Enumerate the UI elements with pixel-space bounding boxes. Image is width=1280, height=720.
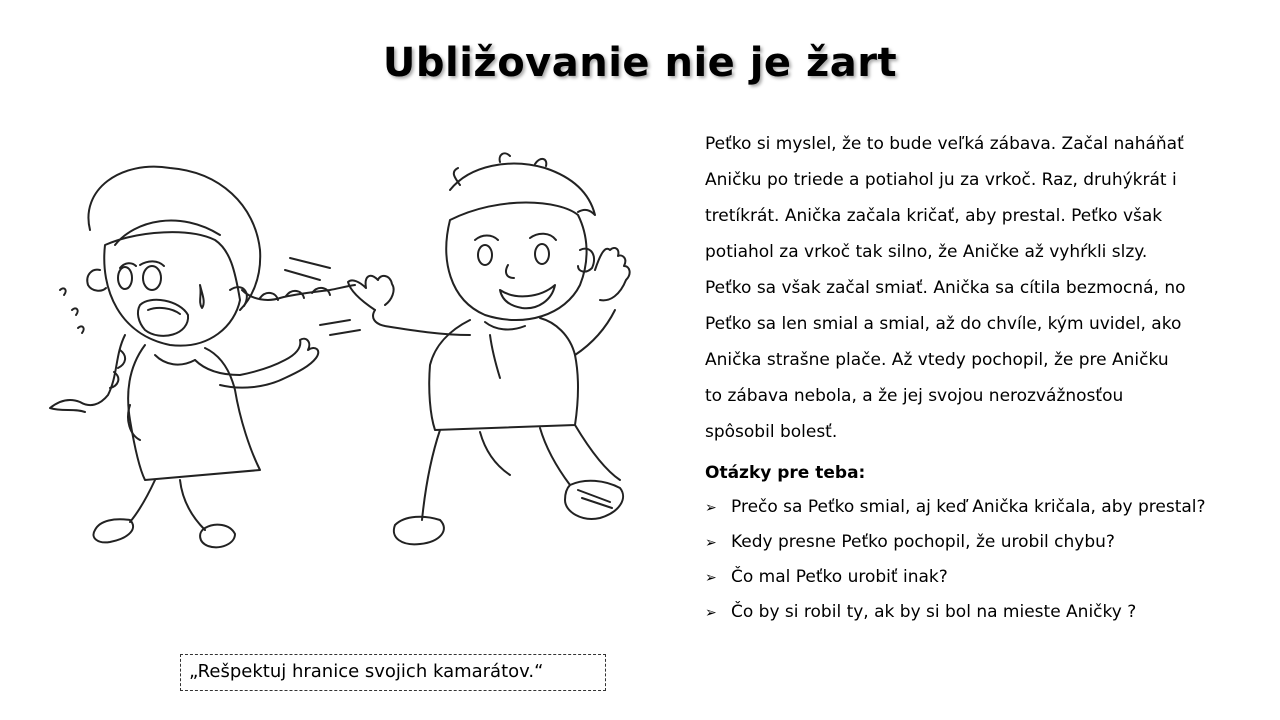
question-text: Prečo sa Peťko smial, aj keď Anička kričala, aby prestal? xyxy=(731,497,1206,517)
story-line: Anička strašne plače. Až vtedy pochopil, že pre Aničku xyxy=(705,350,1169,370)
question-text: Kedy presne Peťko pochopil, že urobil chybu? xyxy=(731,532,1115,552)
boy-grab-hand xyxy=(348,276,394,310)
story-line: spôsobil bolesť. xyxy=(705,422,838,442)
question-item xyxy=(705,525,1265,560)
story-line: to zábava nebola, a že jej svojou nerozvážnosťou xyxy=(705,386,1124,406)
boy-legs xyxy=(422,425,620,520)
story-text xyxy=(705,126,1245,450)
question-item xyxy=(705,490,1265,525)
boy-raised-hand xyxy=(595,248,630,300)
motto-box: „Rešpektuj hranice svojich kamarátov.“ xyxy=(180,654,606,691)
arrow-bullet-icon: ➢ xyxy=(705,570,717,586)
children-illustration xyxy=(30,150,650,590)
girl-braid-left xyxy=(50,335,125,412)
arrow-bullet-icon: ➢ xyxy=(705,605,717,621)
page-title: Ubližovanie nie je žart xyxy=(382,40,898,86)
arrow-bullet-icon: ➢ xyxy=(705,500,717,516)
questions-section xyxy=(705,456,1265,630)
boy-mouth xyxy=(500,285,555,308)
question-text: Čo mal Peťko urobiť inak? xyxy=(731,567,948,587)
story-line: Peťko si myslel, že to bude veľká zábava. Začal naháňať xyxy=(705,134,1184,154)
question-item xyxy=(705,560,1265,595)
story-line: tretíkrát. Anička začala kričať, aby prestal. Peťko však xyxy=(705,206,1163,226)
coloring-drawing xyxy=(30,150,650,590)
girl-mouth xyxy=(138,300,188,336)
question-item xyxy=(705,595,1265,630)
story-line: potiahol za vrkoč tak silno, že Aničke až vyhŕkli slzy. xyxy=(705,242,1148,262)
boy-hair xyxy=(450,164,595,215)
question-text: Čo by si robil ty, ak by si bol na mieste Aničky ? xyxy=(731,602,1137,622)
boy-face xyxy=(446,203,586,321)
story-line: Peťko sa však začal smiať. Anička sa cítila bezmocná, no xyxy=(705,278,1186,298)
story-line: Aničku po triede a potiahol ju za vrkoč. Raz, druhýkrát i xyxy=(705,170,1177,190)
questions-heading: Otázky pre teba: xyxy=(705,463,866,483)
arrow-bullet-icon: ➢ xyxy=(705,535,717,551)
story-line: Peťko sa len smial a smial, až do chvíle, kým uvidel, ako xyxy=(705,314,1182,334)
girl-body xyxy=(128,345,260,480)
girl-legs xyxy=(130,480,205,530)
